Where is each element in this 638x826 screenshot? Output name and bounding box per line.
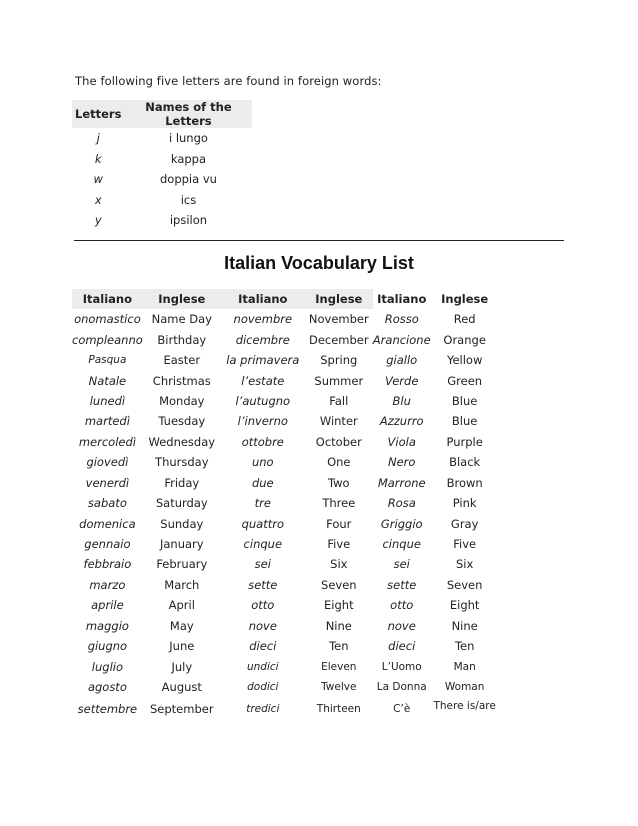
italian-word-cell: tredici [246, 703, 280, 716]
italian-word-cell: L’Uomo [381, 660, 422, 673]
letters-header: Letters [72, 100, 124, 128]
vocab-row [72, 616, 499, 636]
english-word-cell: Ten [454, 639, 475, 654]
vocab-header-row [72, 289, 499, 309]
italian-word-cell: Viola [387, 434, 416, 449]
english-word-cell: Winter [319, 414, 358, 429]
english-word-cell: February [156, 557, 208, 572]
english-word-cell: There is/are [433, 700, 496, 713]
english-word-cell: Six [330, 557, 348, 572]
italian-word-cell: sei [393, 557, 410, 572]
italian-word-cell: febbraio [83, 557, 132, 572]
english-word-cell: Purple [446, 434, 483, 449]
vocab-header-inglese-2: Inglese [305, 289, 373, 309]
english-word-cell: Easter [163, 353, 201, 368]
italian-word-cell: ottobre [241, 434, 284, 449]
english-word-cell: Thirteen [316, 703, 361, 716]
italian-word-cell: settembre [77, 702, 138, 717]
english-word-cell: Tuesday [158, 414, 206, 429]
english-word-cell: Six [456, 557, 474, 572]
english-word-cell: One [327, 455, 351, 470]
vocab-row [72, 554, 499, 574]
vocab-row [72, 432, 499, 452]
italian-word-cell: domenica [79, 516, 136, 531]
italian-word-cell: Marrone [377, 475, 426, 490]
italian-word-cell: aprile [91, 598, 124, 613]
vocab-row [72, 677, 499, 697]
vocabulary-table [72, 289, 499, 721]
english-word-cell: Sunday [160, 516, 204, 531]
italian-word-cell: gennaio [84, 537, 131, 552]
english-word-cell: Three [322, 496, 356, 511]
vocab-row [72, 473, 499, 493]
english-word-cell: June [169, 639, 195, 654]
english-word-cell: Eight [449, 598, 480, 613]
english-word-cell: Nine [451, 618, 478, 633]
italian-word-cell: maggio [85, 618, 129, 633]
english-word-cell: Yellow [446, 353, 483, 368]
english-word-cell: Summer [314, 373, 364, 388]
letters-row [72, 190, 252, 211]
english-word-cell: Eleven [321, 660, 357, 673]
italian-word-cell: l’inverno [237, 414, 288, 429]
english-word-cell: Eight [324, 598, 354, 613]
english-word-cell: Four [326, 516, 352, 531]
letter-name-cell: doppia vu [159, 172, 217, 187]
english-word-cell: Wednesday [148, 434, 216, 449]
english-word-cell: November [308, 312, 369, 327]
italian-word-cell: dieci [388, 639, 416, 654]
italian-word-cell: Blu [392, 393, 411, 408]
italian-word-cell: dodici [247, 681, 279, 694]
letters-row [72, 128, 252, 149]
english-word-cell: August [161, 680, 202, 695]
italian-word-cell: agosto [87, 680, 127, 695]
vocab-row [72, 513, 499, 533]
italian-word-cell: nove [248, 618, 277, 633]
letter-name-cell: ipsilon [169, 213, 208, 228]
english-word-cell: Saturday [155, 496, 208, 511]
vocab-header-italiano-3: Italiano [373, 289, 431, 309]
vocab-header-inglese-1: Inglese [143, 289, 221, 309]
italian-word-cell: compleanno [72, 332, 143, 347]
english-word-cell: March [164, 577, 200, 592]
vocab-row [72, 370, 499, 390]
italian-word-cell: nove [387, 618, 416, 633]
english-word-cell: September [150, 702, 214, 717]
english-word-cell: Friday [164, 475, 200, 490]
english-word-cell: Gray [450, 516, 479, 531]
vocab-row [72, 350, 499, 370]
vocab-row [72, 656, 499, 676]
english-word-cell: Brown [446, 475, 483, 490]
english-word-cell: Orange [443, 332, 486, 347]
vocab-header-inglese-3: Inglese [431, 289, 499, 309]
vocab-row [72, 534, 499, 554]
italian-word-cell: Pasqua [88, 354, 127, 367]
letters-row [72, 169, 252, 190]
italian-word-cell: Verde [385, 373, 419, 388]
english-word-cell: Blue [451, 414, 478, 429]
english-word-cell: October [315, 434, 362, 449]
italian-word-cell: martedì [84, 414, 130, 429]
italian-word-cell: due [251, 475, 274, 490]
english-word-cell: July [171, 659, 193, 674]
italian-word-cell: C’è [393, 703, 411, 716]
italian-word-cell: Natale [88, 373, 127, 388]
italian-word-cell: mercoledì [78, 434, 136, 449]
italian-word-cell: la primavera [226, 353, 300, 368]
italian-word-cell: tre [254, 496, 271, 511]
italian-word-cell: sabato [87, 496, 127, 511]
italian-word-cell: sette [387, 577, 417, 592]
italian-word-cell: giovedì [86, 455, 129, 470]
letter-names-header: Names of the Letters [124, 100, 252, 128]
italian-word-cell: sei [254, 557, 271, 572]
italian-word-cell: onomastico [74, 312, 141, 327]
english-word-cell: Two [328, 475, 350, 490]
italian-word-cell: undici [247, 660, 279, 673]
letter-name-cell: i lungo [168, 131, 208, 146]
english-word-cell: May [169, 618, 194, 633]
english-word-cell: January [159, 537, 204, 552]
english-word-cell: Ten [329, 639, 349, 654]
italian-word-cell: cinque [382, 537, 421, 552]
vocab-row [72, 493, 499, 513]
english-word-cell: Seven [321, 577, 357, 592]
vocab-row [72, 595, 499, 615]
italian-word-cell: dicembre [235, 332, 290, 347]
english-word-cell: Name Day [151, 312, 212, 327]
italian-word-cell: luglio [91, 659, 123, 674]
italian-word-cell: venerdì [85, 475, 130, 490]
english-word-cell: Woman [444, 681, 485, 694]
italian-word-cell: Rosso [384, 312, 419, 327]
letter-name-cell: ics [180, 192, 197, 207]
english-word-cell: Blue [451, 393, 478, 408]
english-word-cell: Black [449, 455, 481, 470]
letter-cell: j [96, 131, 100, 146]
intro-text: The following five letters are found in foreign words: [75, 74, 382, 88]
italian-word-cell: Griggio [380, 516, 423, 531]
english-word-cell: Seven [446, 577, 483, 592]
english-word-cell: December [308, 332, 369, 347]
italian-word-cell: lunedì [89, 393, 126, 408]
italian-word-cell: La Donna [376, 681, 427, 694]
letter-name-cell: kappa [170, 151, 207, 166]
italian-word-cell: quattro [241, 516, 284, 531]
english-word-cell: Birthday [157, 332, 207, 347]
italian-word-cell: sette [248, 577, 278, 592]
vocab-header-italiano-1: Italiano [72, 289, 143, 309]
english-word-cell: Twelve [321, 681, 357, 694]
english-word-cell: Thursday [155, 455, 209, 470]
italian-word-cell: novembre [233, 312, 293, 327]
english-word-cell: Fall [329, 393, 349, 408]
letter-cell: k [94, 151, 102, 166]
letter-cell: w [93, 172, 103, 187]
letters-row [72, 210, 252, 231]
vocab-row [72, 391, 499, 411]
vocab-row [72, 697, 499, 720]
letter-cell: y [94, 213, 102, 228]
english-word-cell: Man [453, 660, 476, 673]
english-word-cell: Pink [452, 496, 477, 511]
italian-word-cell: Azzurro [379, 414, 424, 429]
italian-word-cell: Nero [388, 455, 416, 470]
italian-word-cell: Rosa [387, 496, 416, 511]
english-word-cell: Monday [159, 393, 205, 408]
english-word-cell: Five [453, 537, 477, 552]
italian-word-cell: l’autugno [235, 393, 291, 408]
letters-row [72, 149, 252, 170]
english-word-cell: Green [447, 373, 483, 388]
italian-word-cell: uno [251, 455, 274, 470]
vocab-header-italiano-2: Italiano [221, 289, 305, 309]
horizontal-rule [74, 240, 564, 241]
vocab-row [72, 452, 499, 472]
vocab-row [72, 329, 499, 349]
italian-word-cell: dieci [249, 639, 277, 654]
letters-table [72, 100, 252, 231]
english-word-cell: Red [453, 312, 476, 327]
italian-word-cell: cinque [243, 537, 283, 552]
letter-cell: x [94, 192, 102, 207]
english-word-cell: April [168, 598, 195, 613]
italian-word-cell: l’estate [241, 373, 285, 388]
english-word-cell: Nine [325, 618, 352, 633]
vocab-row [72, 575, 499, 595]
italian-word-cell: giugno [87, 639, 128, 654]
english-word-cell: Five [327, 537, 351, 552]
vocab-row [72, 636, 499, 656]
italian-word-cell: giallo [386, 353, 418, 368]
italian-word-cell: otto [390, 598, 414, 613]
vocab-row [72, 309, 499, 329]
page-title: Italian Vocabulary List [224, 253, 414, 273]
english-word-cell: Spring [320, 353, 358, 368]
letters-header-row [72, 100, 252, 128]
italian-word-cell: marzo [89, 577, 126, 592]
vocab-row [72, 411, 499, 431]
italian-word-cell: otto [251, 598, 275, 613]
italian-word-cell: Arancione [372, 332, 431, 347]
english-word-cell: Christmas [152, 373, 211, 388]
